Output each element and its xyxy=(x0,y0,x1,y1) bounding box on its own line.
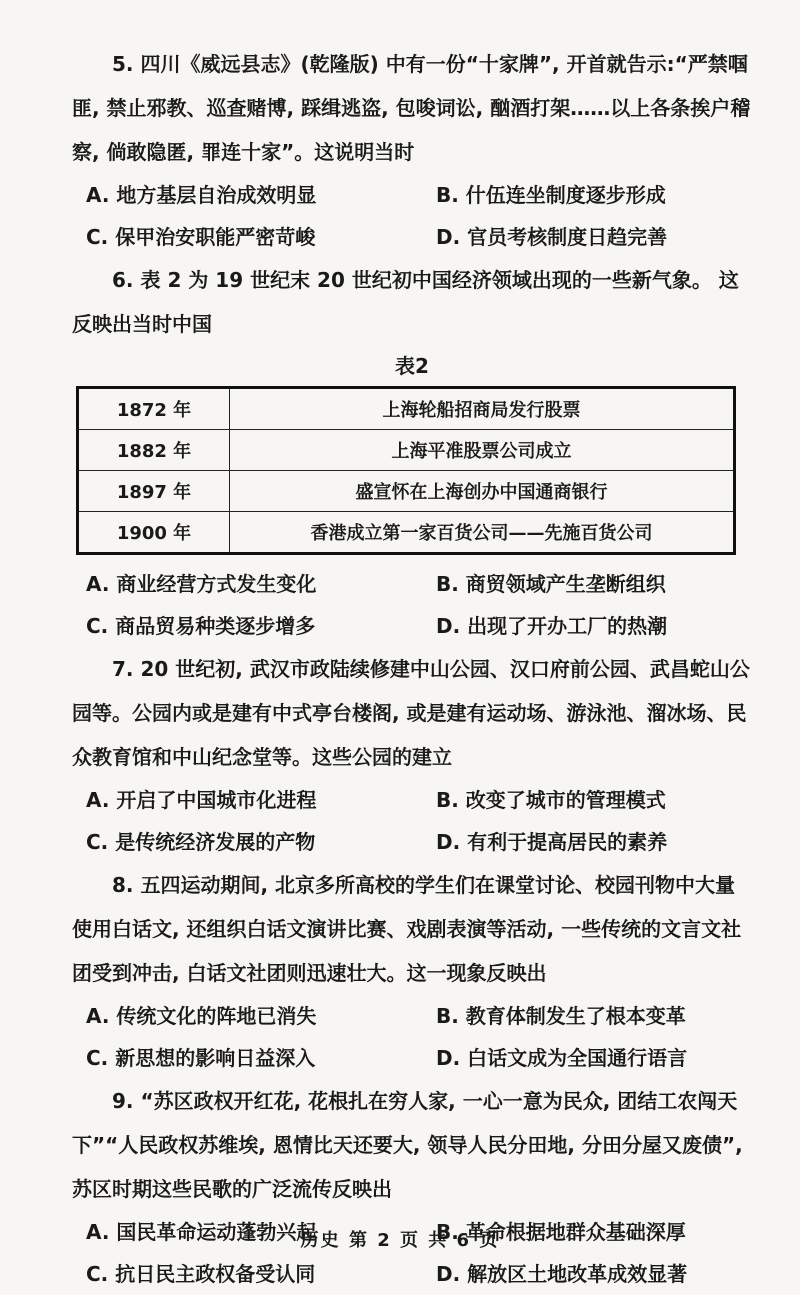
option-c: C. 新思想的影响日益深入 xyxy=(86,1046,316,1070)
question-stem: 8. 五四运动期间, 北京多所高校的学生们在课堂讨论、校园刊物中大量使用白话文, 还组织白话文演讲比赛、戏剧表演等活动, 一些传统的文言文社团受到冲击, 白话文社团则迅速壮大。这一现象反映出 xyxy=(72,873,742,985)
option-d: D. 官员考核制度日趋完善 xyxy=(436,225,668,249)
option-a: A. 国民革命运动蓬勃兴起 xyxy=(86,1220,317,1244)
table-row xyxy=(78,388,735,430)
option-c: C. 是传统经济发展的产物 xyxy=(86,830,316,854)
events-table xyxy=(76,386,736,555)
options xyxy=(86,174,752,258)
question-5 xyxy=(72,42,752,258)
event-cell: 香港成立第一家百货公司——先施百货公司 xyxy=(230,512,735,554)
page-footer: 历史 第 2 页 共 6 页 xyxy=(300,1230,500,1251)
question-stem: 6. 表 2 为 19 世纪末 20 世纪初中国经济领域出现的一些新气象。 这反映出当时中国 xyxy=(72,268,739,336)
question-7 xyxy=(72,647,752,863)
year-cell: 1900 年 xyxy=(78,512,230,554)
question-stem: 5. 四川《威远县志》(乾隆版) 中有一份“十家牌”, 开首就告示:“严禁啯匪, 禁止邪教、巡查赌博, 踩缉逃盗, 包唆词讼, 酗酒打架……以上各条挨户稽察, 倘敢隐匿, 罪连十家”。这说明当时 xyxy=(72,52,751,164)
option-a: A. 商业经营方式发生变化 xyxy=(86,572,317,596)
option-c: C. 抗日民主政权备受认同 xyxy=(86,1262,316,1286)
event-cell: 盛宣怀在上海创办中国通商银行 xyxy=(230,471,735,512)
option-c: C. 保甲治安职能严密苛峻 xyxy=(86,225,316,249)
option-d: D. 白话文成为全国通行语言 xyxy=(436,1046,688,1070)
options xyxy=(86,995,752,1079)
option-a: A. 地方基层自治成效明显 xyxy=(86,183,317,207)
table-row xyxy=(78,430,735,471)
event-cell: 上海轮船招商局发行股票 xyxy=(230,388,735,430)
table-caption: 表2 xyxy=(395,354,429,378)
question-9 xyxy=(72,1079,752,1295)
option-b: B. 教育体制发生了根本变革 xyxy=(436,1004,686,1028)
option-d: D. 解放区土地改革成效显著 xyxy=(436,1262,688,1286)
table-row xyxy=(78,471,735,512)
options xyxy=(86,1211,752,1295)
option-c: C. 商品贸易种类逐步增多 xyxy=(86,614,316,638)
option-b: B. 革命根据地群众基础深厚 xyxy=(436,1220,686,1244)
option-b: B. 改变了城市的管理模式 xyxy=(436,788,666,812)
options xyxy=(86,779,752,863)
year-cell: 1897 年 xyxy=(78,471,230,512)
option-a: A. 传统文化的阵地已消失 xyxy=(86,1004,317,1028)
year-cell: 1872 年 xyxy=(78,388,230,430)
option-d: D. 有利于提高居民的素养 xyxy=(436,830,668,854)
question-8 xyxy=(72,863,752,1079)
table-row xyxy=(78,512,735,554)
option-d: D. 出现了开办工厂的热潮 xyxy=(436,614,668,638)
option-b: B. 商贸领域产生垄断组织 xyxy=(436,572,666,596)
year-cell: 1882 年 xyxy=(78,430,230,471)
option-b: B. 什伍连坐制度逐步形成 xyxy=(436,183,666,207)
option-a: A. 开启了中国城市化进程 xyxy=(86,788,317,812)
question-6 xyxy=(72,258,752,647)
options xyxy=(86,563,752,647)
question-stem: 7. 20 世纪初, 武汉市政陆续修建中山公园、汉口府前公园、武昌蛇山公园等。公园内或是建有中式亭台楼阁, 或是建有运动场、游泳池、溜冰场、民众教育馆和中山纪念堂等。这些公园的建立 xyxy=(72,657,750,769)
event-cell: 上海平准股票公司成立 xyxy=(230,430,735,471)
question-stem: 9. “苏区政权开红花, 花根扎在穷人家, 一心一意为民众, 团结工农闯天下”“人民政权苏维埃, 恩情比天还要大, 领导人民分田地, 分田分屋又废债”, 苏区时期这些民歌的广泛流传反映出 xyxy=(72,1089,743,1201)
